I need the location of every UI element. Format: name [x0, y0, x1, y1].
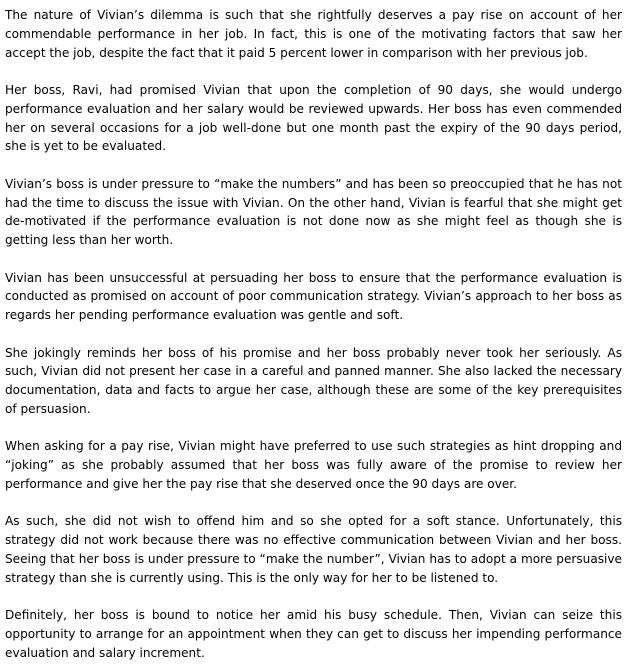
document-body	[5, 6, 622, 662]
paragraph-2: Her boss, Ravi, had promised Vivian that upon the completion of 90 days, she would undergo performance evaluation and her salary would be reviewed upwards. Her boss has even commended her on several occasions for a job well-done but one month past the expiry of the 90 days period, she is yet to be evaluated.	[5, 83, 622, 154]
paragraph-7: As such, she did not wish to offend him and so she opted for a soft stance. Unfortunately, this strategy did not work because there was no effective communication between Vivian and her boss. Seeing that her boss is under pressure to “make the number”, Vivian has to adopt a more persuasive strategy than she is currently using. This is the only way for her to be listened to.	[5, 514, 622, 585]
paragraph-6: When asking for a pay rise, Vivian might have preferred to use such strategies as hint dropping and “joking” as she probably assumed that her boss was fully aware of the promise to review her performance and give her the pay rise that she deserved once the 90 days are over.	[5, 439, 622, 491]
paragraph-3: Vivian’s boss is under pressure to “make the numbers” and has been so preoccupied that he has not had the time to discuss the issue with Vivian. On the other hand, Vivian is fearful that she might get de-motivated if the performance evaluation is not done now as she might feel as though she is getting less than her worth.	[5, 176, 622, 247]
paragraph-4: Vivian has been unsuccessful at persuading her boss to ensure that the performance evaluation is conducted as promised on account of poor communication strategy. Vivian’s approach to her boss as regards her pending performance evaluation was gentle and soft.	[5, 270, 622, 322]
paragraph-1: The nature of Vivian’s dilemma is such that she rightfully deserves a pay rise on account of her commendable performance in her job. In fact, this is one of the motivating factors that saw her accept the job, despite the fact that it paid 5 percent lower in comparison with her previous job.	[5, 8, 622, 60]
paragraph-5: She jokingly reminds her boss of his promise and her boss probably never took her seriously. As such, Vivian did not present her case in a careful and panned manner. She also lacked the necessary documentation, data and facts to argue her case, although these are some of the key prerequisites of persuasion.	[5, 345, 622, 416]
paragraph-8: Definitely, her boss is bound to notice her amid his busy schedule. Then, Vivian can seize this opportunity to arrange for an appointment when they can get to discuss her impending performance evaluation and salary increment.	[5, 608, 622, 660]
